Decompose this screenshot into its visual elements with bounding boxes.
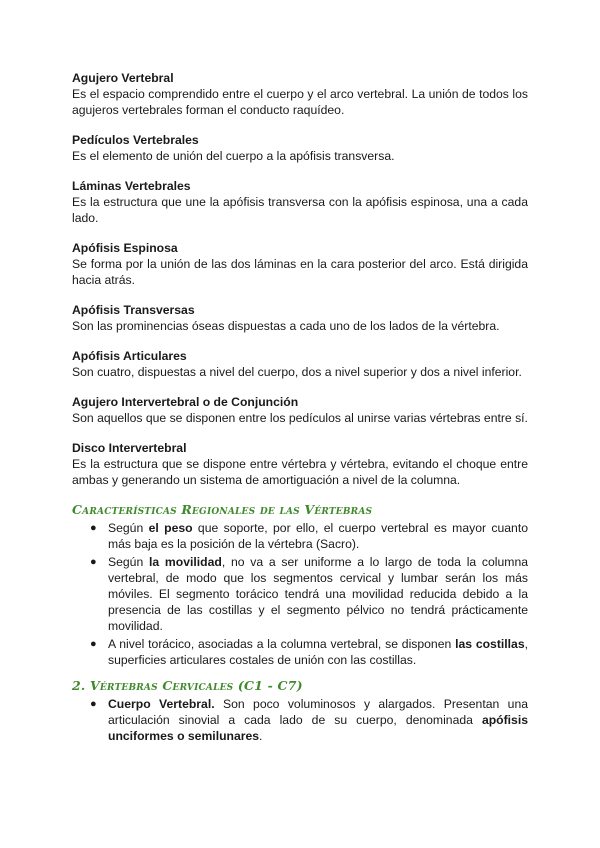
list-item-lead: Cuerpo Vertebral. — [108, 697, 215, 711]
term-heading: Agujero Intervertebral o de Conjunción — [72, 395, 299, 409]
list-item-bold: apófisis unciformes o semilunares — [108, 713, 528, 743]
term-heading: Apófisis Articulares — [72, 349, 187, 363]
list-item-text: . — [259, 729, 263, 743]
list-item-text: A nivel torácico, asociadas a la columna vertebral, se disponen — [108, 637, 456, 651]
section-heading-caracteristicas: Características Regionales de las Vértebras — [72, 502, 373, 517]
bullet-icon: ● — [90, 638, 97, 650]
list-item-bold: el peso — [148, 521, 193, 535]
list-item-text: Según — [108, 521, 149, 535]
entry-apofisis-espinosa — [72, 240, 528, 288]
list-item-text: que soporte, por ello, el cuerpo vertebral es mayor cuanto más baja es la posición de la vértebra (Sacro). — [108, 521, 528, 551]
list-item — [72, 696, 528, 744]
term-heading: Agujero Vertebral — [72, 71, 174, 85]
list-item — [72, 554, 528, 634]
list-item-bold: la movilidad — [149, 555, 222, 569]
document-page — [72, 70, 528, 746]
term-heading: Disco Intervertebral — [72, 441, 187, 455]
term-definition: Son las prominencias óseas dispuestas a cada uno de los lados de la vértebra. — [72, 319, 500, 333]
entry-apofisis-articulares — [72, 348, 528, 380]
entry-laminas-vertebrales — [72, 178, 528, 226]
term-heading: Apófisis Espinosa — [72, 241, 178, 255]
term-definition: Son aquellos que se disponen entre los pedículos al unirse varias vértebras entre sí. — [72, 411, 528, 425]
bullet-list-caracteristicas — [72, 520, 528, 668]
term-definition: Son cuatro, dispuestas a nivel del cuerpo, dos a nivel superior y dos a nivel inferior. — [72, 365, 522, 379]
list-item-bold: las costillas — [455, 637, 525, 651]
bullet-icon: ● — [90, 698, 97, 710]
entry-pediculos-vertebrales — [72, 132, 528, 164]
section-heading-vertebras-cervicales: 2. Vértebras Cervicales (C1 - C7) — [72, 678, 303, 693]
term-definition: Es la estructura que se dispone entre vértebra y vértebra, evitando el choque entre ambas y generando un sistema de amortiguación a nivel de la columna. — [72, 457, 528, 487]
entry-disco-intervertebral — [72, 440, 528, 488]
list-item-text: Según — [108, 555, 149, 569]
entry-apofisis-transversas — [72, 302, 528, 334]
bullet-icon: ● — [90, 556, 97, 568]
list-item-text: , superficies articulares costales de unión con las costillas. — [108, 637, 528, 667]
term-definition: Es el espacio comprendido entre el cuerpo y el arco vertebral. La unión de todos los agujeros vertebrales forman el conducto raquídeo. — [72, 87, 528, 117]
bullet-list-cervicales — [72, 696, 528, 744]
term-heading: Láminas Vertebrales — [72, 179, 191, 193]
term-definition: Se forma por la unión de las dos láminas en la cara posterior del arco. Está dirigida hacia atrás. — [72, 257, 528, 287]
bullet-icon: ● — [90, 522, 97, 534]
term-definition: Es el elemento de unión del cuerpo a la apófisis transversa. — [72, 149, 395, 163]
list-item-text: Son poco voluminosos y alargados. Presentan una articulación sinovial a cada lado de su cuerpo, denominada — [108, 697, 528, 727]
term-heading: Apófisis Transversas — [72, 303, 195, 317]
entry-agujero-intervertebral — [72, 394, 528, 426]
list-item-text: , no va a ser uniforme a lo largo de toda la columna vertebral, de modo que los segmentos cervical y lumbar serán los más móviles. El segmento torácico tendrá una movilidad reducida debido a la presencia de las costillas y el segmento pélvico no tendrá prácticamente movilidad. — [108, 555, 528, 633]
term-definition: Es la estructura que une la apófisis transversa con la apófisis espinosa, una a cada lado. — [72, 195, 528, 225]
term-heading: Pedículos Vertebrales — [72, 133, 199, 147]
list-item — [72, 636, 528, 668]
list-item — [72, 520, 528, 552]
entry-agujero-vertebral — [72, 70, 528, 118]
